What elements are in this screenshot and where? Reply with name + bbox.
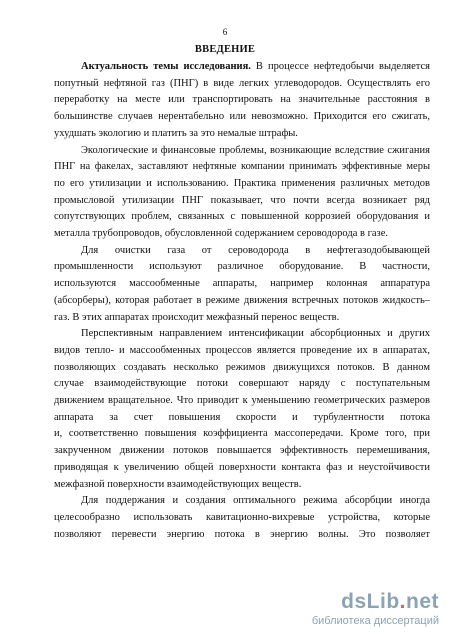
text-line: Для очистки газа от сероводорода в нефтегазодобывающей <box>81 244 430 256</box>
text-line: закрученном движении потоков повышается эффективность перемешивания, <box>54 445 430 457</box>
text-line: движением вращательное. Что приводит к уменьшению геометрических размеров <box>54 395 430 407</box>
paragraph-ecology <box>54 143 430 243</box>
text-line: Для поддержания и создания оптимального режима абсорбции иногда <box>81 495 430 507</box>
text-line: видов тепло- и массообменных процессов является проведение их в аппаратах, <box>54 344 430 356</box>
text-line: используются массообменные аппараты, например колонная аппаратура <box>54 278 430 290</box>
text-line: переработку на месте или транспортировать на значительные расстояния в <box>54 94 430 106</box>
text-line: и, соответственно повышения коэффициента массопередачи. Кроме того, при <box>54 428 430 440</box>
watermark-subtitle: библиотека диссертаций <box>311 615 439 627</box>
text-line: сопутствующих проблем, связанных с повышенной коррозией оборудования и <box>54 211 430 223</box>
text-line: позволяющих создавать несколько режимов движущихся потоков. В данном <box>54 361 430 373</box>
text-line: газ. В этих аппаратах происходит межфазный перенос веществ. <box>54 311 340 323</box>
paragraph-gas-cleaning <box>54 243 430 327</box>
text-line: промысловой утилизации ПНГ показывает, что почти всегда возникает ряд <box>54 194 430 206</box>
text-line: случае взаимодействующие потоки совершают наряду с поступательным <box>54 378 430 390</box>
text-line: Актуальность темы исследования. В процессе нефтедобычи выделяется <box>81 61 431 72</box>
text-line: большинстве случаев нерентабельно или невозможно. Приходится его сжигать, <box>54 111 430 123</box>
watermark-logo: dsLib.net <box>341 590 439 613</box>
text-line: аппарата за счет повышения скорости и турбулентности потока <box>54 411 430 423</box>
text-line: Перспективным направлением интенсификации абсорбционных и других <box>81 328 430 340</box>
paragraph-cavitation <box>54 493 430 543</box>
section-heading: ВВЕДЕНИЕ <box>194 44 256 55</box>
text-line: Экологические и финансовые проблемы, возникающие вследствие сжигания <box>81 144 430 156</box>
text-line: (абсорберы), которая работает в режиме движения встречных потоков жидкость– <box>54 294 430 306</box>
paragraph-relevance <box>54 59 430 143</box>
text-line: по его утилизации и использованию. Практика применения различных методов <box>54 177 430 189</box>
dslib-watermark <box>285 590 445 632</box>
paragraph-intensification <box>54 326 430 493</box>
text-line: металла трубопроводов, обусловленной содержанием сероводорода в газе. <box>54 228 388 240</box>
text-line: межфазной поверхности взаимодействующих веществ. <box>54 478 302 490</box>
bold-lead: Актуальность темы исследования. <box>81 61 251 72</box>
document-body <box>54 59 430 543</box>
text-line: ухудшать экологию и платить за это немалые штрафы. <box>54 127 298 139</box>
text-line: приводящая к увеличению общей поверхности контакта фаз и неустойчивости <box>54 461 430 473</box>
text-line: целесообразно использовать кавитационно-вихревые устройства, которые <box>54 511 430 523</box>
text-line: промышленности используют различное оборудование. В частности, <box>54 261 430 273</box>
text-line: попутный нефтяной газ (ПНГ) в виде легких углеводородов. Осуществлять его <box>54 77 430 89</box>
text-line: ПНГ на факелах, заставляют нефтяные компании принимать эффективные меры <box>54 161 430 173</box>
page-number: 6 <box>222 27 228 37</box>
text-line: позволяют перевести энергию потока в энергию волны. Это позволяет <box>54 528 430 540</box>
